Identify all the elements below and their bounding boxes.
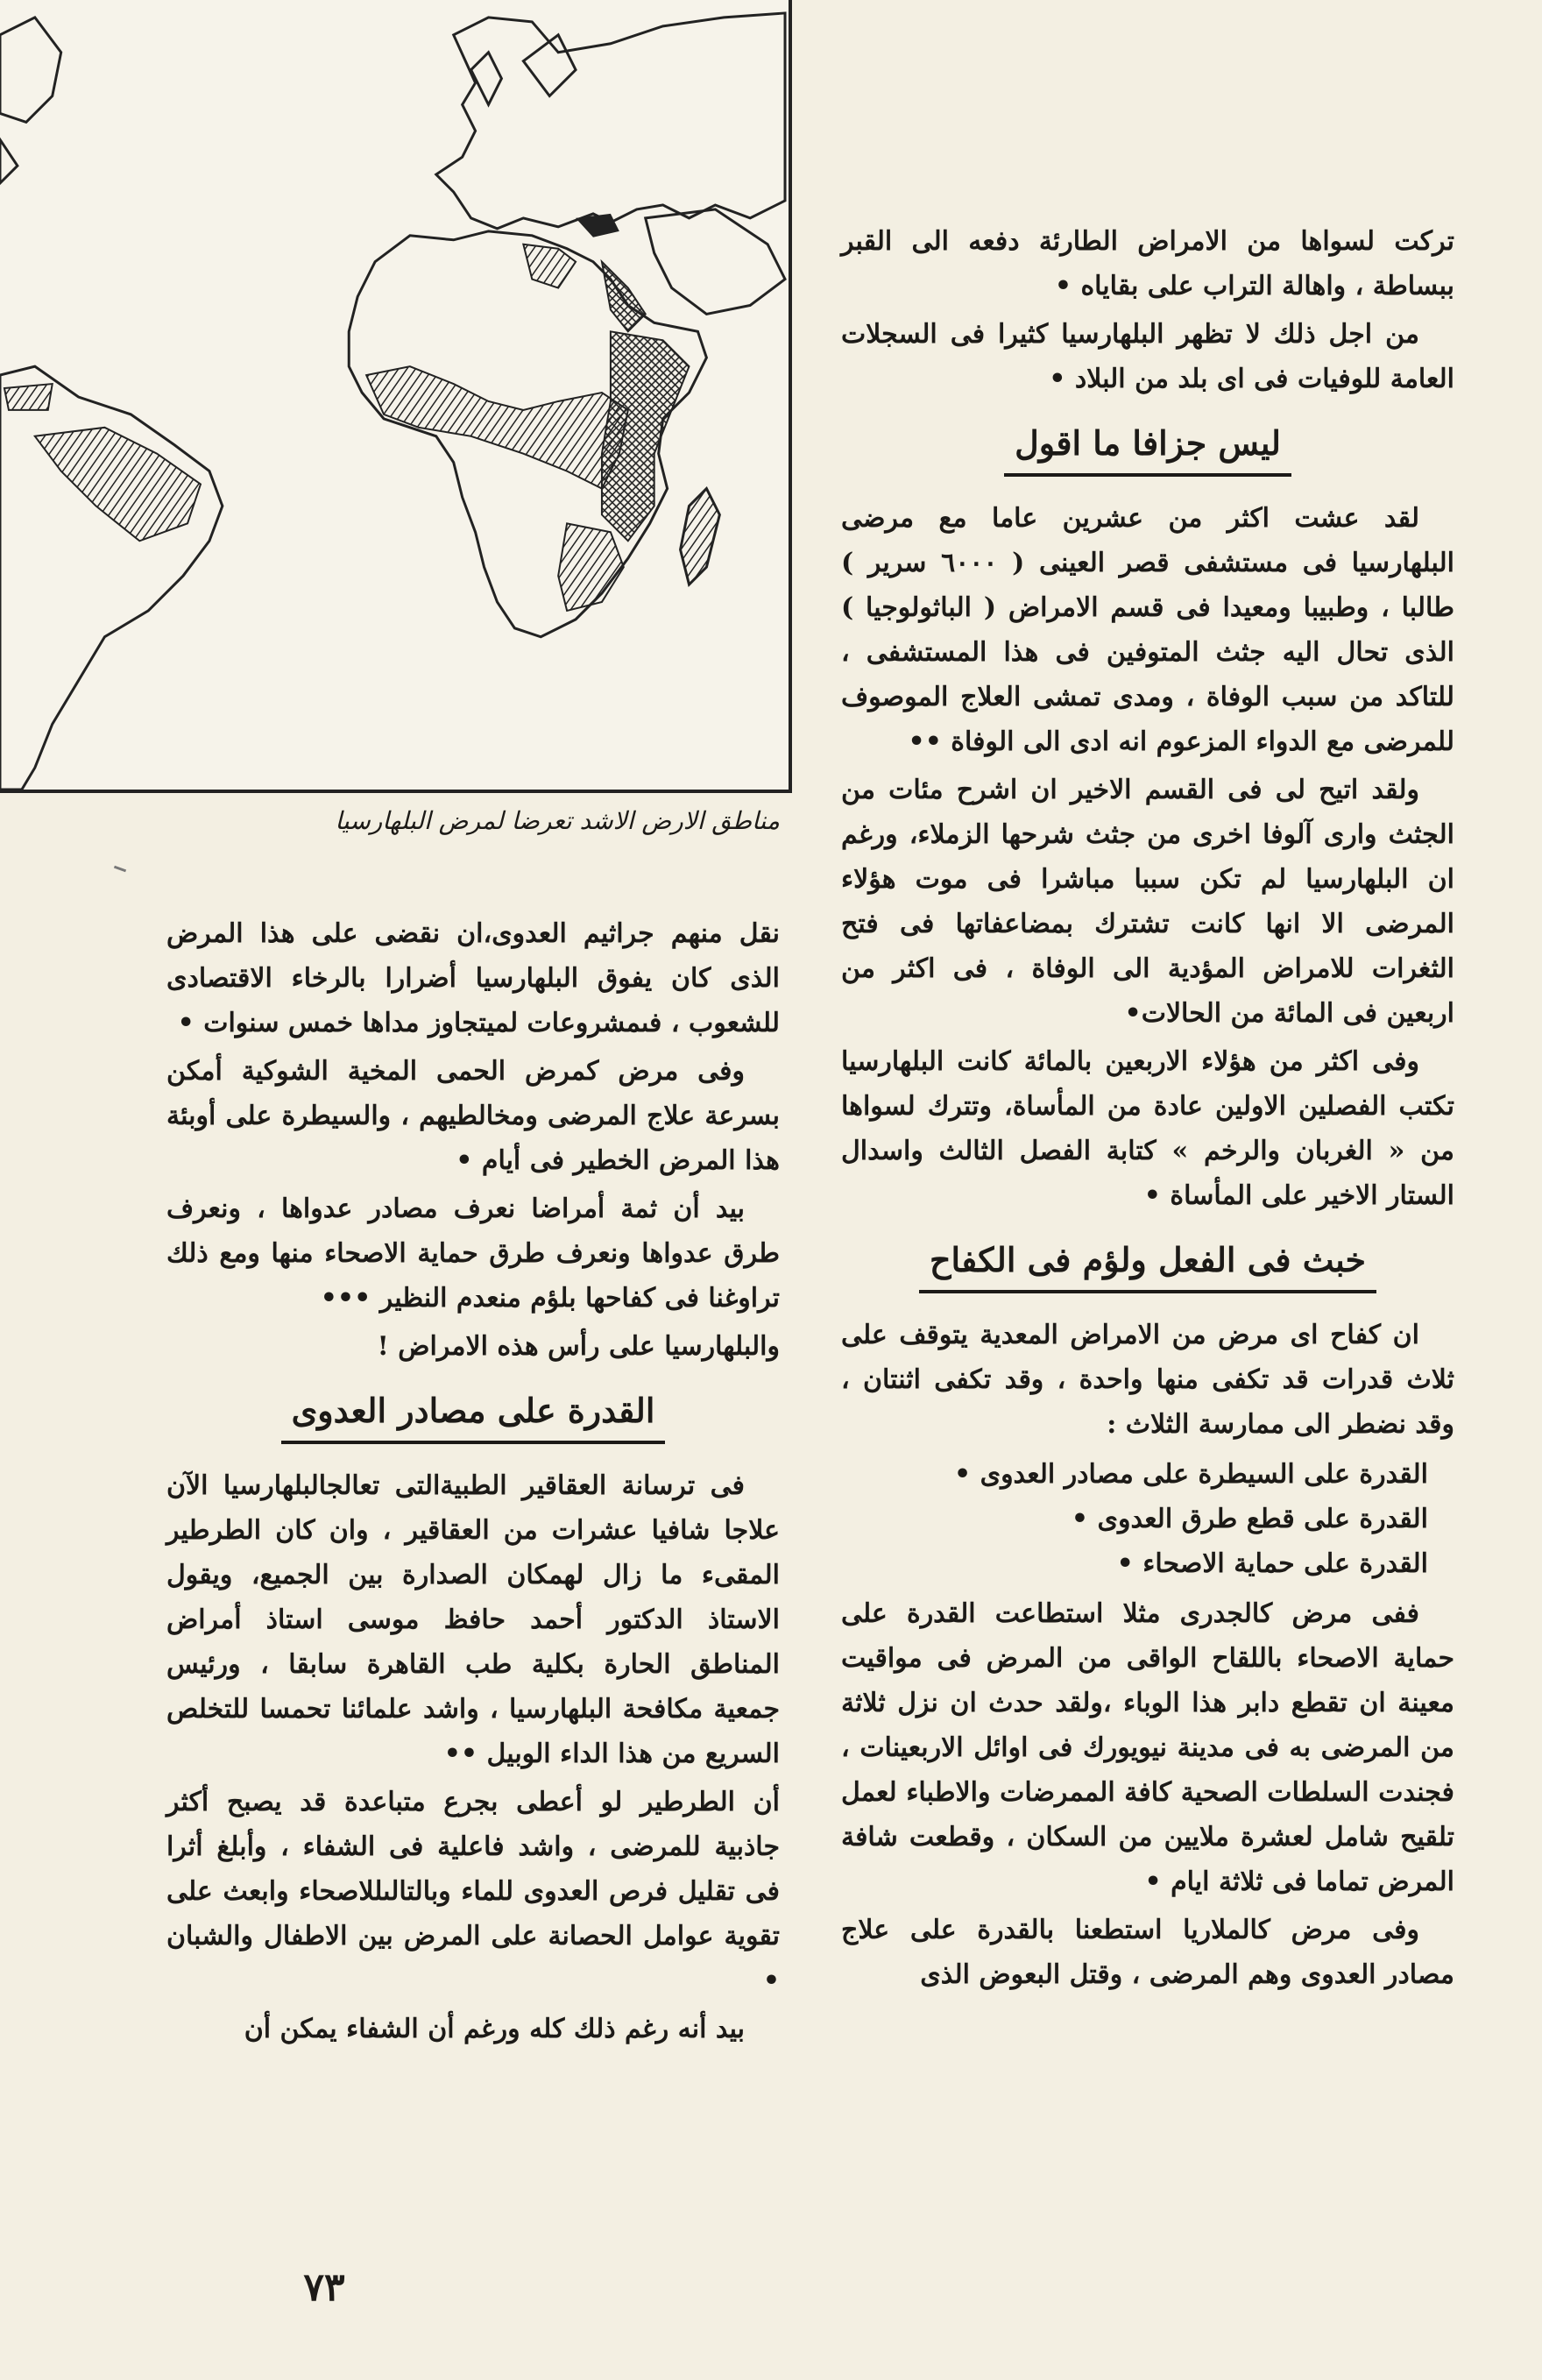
paragraph: بيد أن ثمة أمراضا نعرف مصادر عدواها ، ونعرف طرق عدواها ونعرف طرق حماية الاصحاء منها ومع ذلك تراوغنا فى كفاحها بلؤم منعدم النظير •••	[166, 1194, 780, 1314]
list-item: القدرة على السيطرة على مصادر العدوى •	[953, 1459, 1428, 1490]
paragraph: ولقد اتيح لى فى القسم الاخير ان اشرح مئات من الجثث وارى آلوفا اخرى من جثث شرحها الزملاء، ورغم ان البلهارسيا لم تكن سببا مباشرا فى موت هؤلاء المرضى الا انها كانت تشترك بمضاعفاتها فى فتح الثغرات للامراض المؤدية الى الوفاة ، فى اكثر من اربعين فى المائة من الحالات•	[841, 775, 1454, 1029]
paragraph: وفى مرض كمرض الحمى المخية الشوكية أمكن بسرعة علاج المرضى ومخالطيهم ، والسيطرة على أوبئة هذا المرض الخطير فى أيام •	[166, 1056, 781, 1176]
world-map-figure	[0, 0, 792, 793]
page-number: ٧٣	[303, 2265, 345, 2310]
section-heading	[841, 1234, 1454, 1293]
list-item: القدرة على قطع طرق العدوى •	[1071, 1504, 1428, 1534]
paragraph: تركت لسواها من الامراض الطارئة دفعه الى القبر ببساطة ، واهالة التراب على بقاياه •	[841, 226, 1454, 301]
paragraph: فى ترسانة العقاقير الطبيةالتى تعالجالبلهارسيا الآن علاجا شافيا عشرات من العقاقير ، وان كان الطرطير المقىء ما زال لهمكان الصدارة بين الجميع، ويقول الاستاذ الدكتور أحمد حافظ موسى استاذ أمراض المناطق الحارة بكلية طب القاهرة سابقا ، ورئيس جمعية مكافحة البلهارسيا ، واشد علمائنا تحمسا للتخلص السريع من هذا الداء الوبيل ••	[166, 1470, 780, 1769]
section-heading-text: ليس جزافا ما اقول	[1004, 417, 1291, 477]
map-caption: مناطق الارض الاشد تعرضا لمرض البلهارسيا	[335, 806, 780, 835]
paragraph: ففى مرض كالجدرى مثلا استطاعت القدرة على حماية الاصحاء باللقاح الواقى من المرض فى مواقيت معينة ان تقطع دابر هذا الوباء ،ولقد حدث ان نزل ثلاثة من المرضى به فى مدينة نيويورك فى اوائل الاربعينات ، فجندت السلطات الصحية كافة الممرضات والاطباء لعمل تلقيح شامل لعشرة ملايين من السكان ، وقطعت شافة المرض تماما فى ثلاثة ايام •	[841, 1598, 1454, 1897]
paragraph: من اجل ذلك لا تظهر البلهارسيا كثيرا فى السجلات العامة للوفيات فى اى بلد من البلاد •	[841, 319, 1454, 394]
section-heading	[166, 1385, 780, 1444]
paragraph: وفى اكثر من هؤلاء الاربعين بالمائة كانت البلهارسيا تكتب الفصلين الاولين عادة من المأساة، وتترك لسواها من « الغربان والرخم » كتابة الفصل الثالث واسدال الستار الاخير على المأساة •	[841, 1046, 1454, 1211]
section-heading-text: القدرة على مصادر العدوى	[281, 1385, 666, 1444]
section-heading-text: خبث فى الفعل ولؤم فى الكفاح	[919, 1234, 1376, 1293]
capabilities-list	[841, 1452, 1454, 1586]
paragraph: أن الطرطير لو أعطى بجرع متباعدة قد يصبح أكثر جاذبية للمرضى ، واشد فاعلية فى الشفاء ، وأبلغ أثرا فى تقليل فرص العدوى للماء وبالتالىللاصحاء وابعث على تقوية عوامل الحصانة على المرض بين الاطفال والشبان •	[166, 1787, 780, 1996]
left-column	[166, 911, 780, 2055]
paragraph: ان كفاح اى مرض من الامراض المعدية يتوقف على ثلاث قدرات قد تكفى منها واحدة ، وقد تكفى اثنتان ، وقد نضطر الى ممارسة الثلاث :	[841, 1320, 1454, 1440]
paragraph: بيد أنه رغم ذلك كله ورغم أن الشفاء يمكن أن	[244, 2014, 745, 2044]
world-map-illustration	[0, 0, 789, 790]
scan-mark	[114, 866, 126, 873]
paragraph: لقد عشت اكثر من عشرين عاما مع مرضى البلهارسيا فى مستشفى قصر العينى ( ٦٠٠٠ سرير ) طالبا ، وطبيبا ومعيدا فى قسم الامراض ( الباثولوجيا ) الذى تحال اليه جثث المتوفين فى هذا المستشفى ، للتاكد من سبب الوفاة ، ومدى تمشى العلاج الموصوف للمرضى مع الدواء المزعوم انه ادى الى الوفاة ••	[841, 503, 1454, 757]
paragraph: نقل منهم جراثيم العدوى،ان نقضى على هذا المرض الذى كان يفوق البلهارسيا أضرارا بالرخاء الاقتصادى للشعوب ، فىمشروعات لميتجاوز مداها خمس سنوات •	[166, 918, 780, 1038]
paragraph: والبلهارسيا على رأس هذه الامراض !	[377, 1331, 780, 1362]
right-column	[841, 219, 1454, 2001]
section-heading	[841, 417, 1454, 477]
paragraph: وفى مرض كالملاريا استطعنا بالقدرة على علاج مصادر العدوى وهم المرضى ، وقتل البعوض الذى	[841, 1915, 1454, 1990]
list-item: القدرة على حماية الاصحاء •	[1116, 1548, 1428, 1579]
